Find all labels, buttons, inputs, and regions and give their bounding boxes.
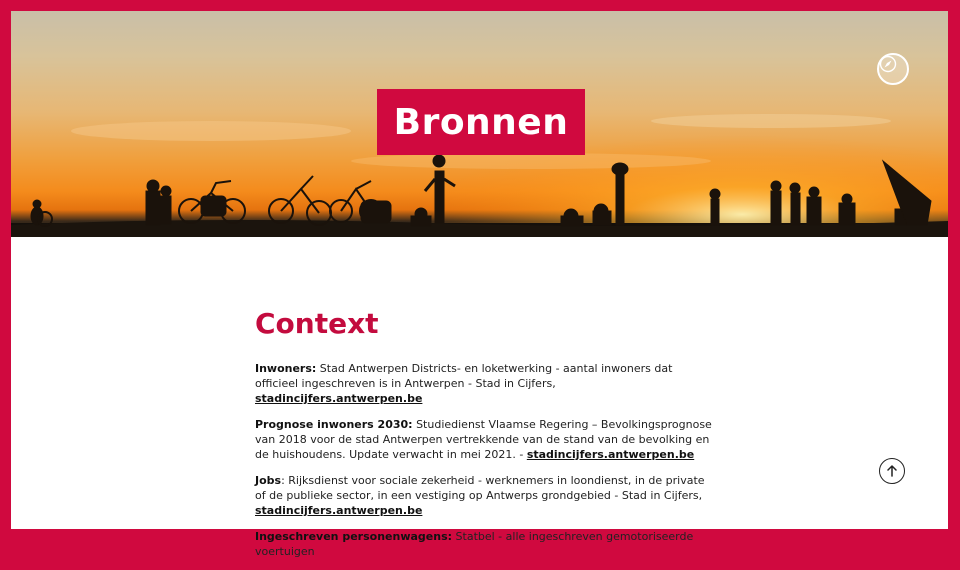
source-label: Ingeschreven personenwagens:	[255, 530, 453, 543]
source-link[interactable]: stadincijfers.antwerpen.be	[255, 392, 423, 405]
sources-content	[255, 307, 715, 570]
source-entry	[255, 529, 715, 559]
compass-icon	[879, 55, 897, 73]
source-link[interactable]: stadincijfers.antwerpen.be	[526, 448, 695, 461]
source-entry	[255, 361, 715, 406]
hero-banner	[11, 11, 948, 237]
section-heading: Context	[255, 307, 379, 340]
source-text: Studiedienst Vlaamse Regering – Bevolkingsprognose van 2018 voor de stad Antwerpen vertrekkende van de stand van de bevolking en de huishoudens. Update verwacht in mei 2021. -	[255, 418, 712, 461]
compass-button[interactable]	[877, 53, 909, 85]
source-text: Stad Antwerpen Districts- en loketwerking - aantal inwoners dat officieel ingeschreven is in Antwerpen - Stad in Cijfers,	[255, 362, 673, 390]
source-label: Prognose inwoners 2030:	[255, 418, 413, 431]
page-title-box	[377, 89, 585, 155]
source-label: Inwoners:	[255, 362, 317, 375]
scroll-to-top-button[interactable]	[879, 458, 905, 484]
source-link[interactable]: stadincijfers.antwerpen.be	[255, 504, 423, 517]
source-text: Statbel - alle ingeschreven gemotoriseerde voertuigen	[255, 530, 694, 558]
page-title: Bronnen	[393, 101, 569, 143]
source-label: Jobs	[255, 474, 282, 487]
source-entry	[255, 473, 715, 518]
source-entry	[255, 417, 715, 462]
source-text: : Rijksdienst voor sociale zekerheid - werknemers in loondienst, in de private of de publieke sector, in een vestiging op Antwerps grondgebied - Stad in Cijfers,	[255, 474, 705, 502]
arrow-up-icon	[885, 464, 899, 478]
page-frame	[11, 11, 948, 558]
